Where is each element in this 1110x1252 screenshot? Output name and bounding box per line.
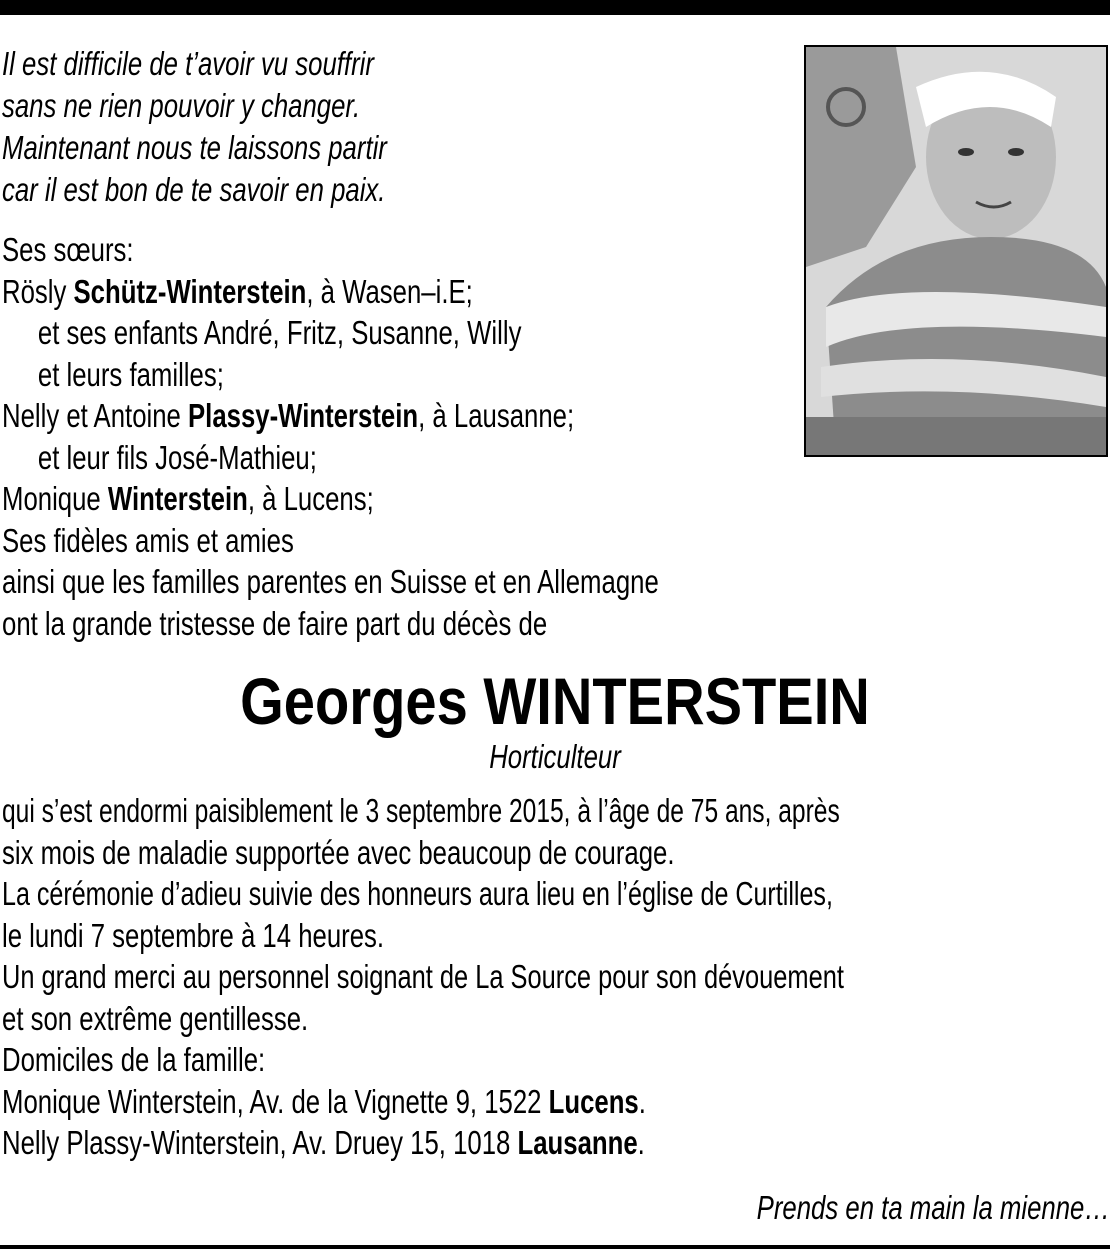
poem-line: sans ne rien pouvoir y changer. <box>2 87 361 124</box>
portrait-photo <box>804 45 1108 457</box>
text: , à Wasen–i.E; <box>306 273 473 310</box>
text: . <box>638 1083 646 1120</box>
text: , à Lausanne; <box>418 397 575 434</box>
top-rule <box>0 0 1110 15</box>
body-line: Un grand merci au personnel soignant de La Source pour son dévouement <box>2 958 844 995</box>
body-line: Domiciles de la famille: <box>2 1041 266 1078</box>
family-line: Ses fidèles amis et amies <box>2 522 294 559</box>
poem-line: Il est difficile de t’avoir vu souffrir <box>2 45 374 82</box>
family-line: ainsi que les familles parentes en Suisse et en Allemagne <box>2 563 659 600</box>
body-line: La cérémonie d’adieu suivie des honneurs aura lieu en l’église de Curtilles, <box>2 875 833 912</box>
poem-line: Maintenant nous te laissons partir <box>2 129 387 166</box>
family-line: et leur fils José-Mathieu; <box>37 439 317 476</box>
text: Rösly <box>2 273 74 310</box>
closing-line: Prends en ta main la mienne… <box>756 1189 1110 1226</box>
family-line <box>2 396 574 436</box>
city: Lucens <box>548 1083 639 1120</box>
surname: Winterstein <box>107 480 248 517</box>
body-line: qui s’est endormi paisiblement le 3 septembre 2015, à l’âge de 75 ans, après <box>2 792 840 829</box>
body-line: le lundi 7 septembre à 14 heures. <box>2 917 385 954</box>
surname: Schütz-Winterstein <box>73 273 307 310</box>
body-line: et son extrême gentillesse. <box>2 1000 309 1037</box>
family-heading: Ses sœurs: <box>2 231 134 268</box>
body-line: six mois de maladie supportée avec beaucoup de courage. <box>2 834 675 871</box>
text: Nelly et Antoine <box>2 397 189 434</box>
text: . <box>637 1124 645 1161</box>
family-line <box>2 479 374 519</box>
address-line <box>2 1123 645 1163</box>
deceased-name: Georges WINTERSTEIN <box>240 664 870 738</box>
deceased-profession: Horticulteur <box>489 738 621 775</box>
text: , à Lucens; <box>247 480 374 517</box>
text: Monique <box>2 480 108 517</box>
bottom-rule <box>0 1245 1110 1249</box>
family-line: ont la grande tristesse de faire part du décès de <box>2 605 548 642</box>
surname: Plassy-Winterstein <box>188 397 419 434</box>
family-line <box>2 272 473 312</box>
poem-line: car il est bon de te savoir en paix. <box>2 171 386 208</box>
city: Lausanne <box>517 1124 638 1161</box>
family-line: et ses enfants André, Fritz, Susanne, Willy <box>37 314 522 351</box>
family-line: et leurs familles; <box>37 356 224 393</box>
address-line <box>2 1082 646 1122</box>
portrait-image <box>806 47 1106 455</box>
text: Nelly Plassy-Winterstein, Av. Druey 15, 1018 <box>2 1124 518 1161</box>
text: Monique Winterstein, Av. de la Vignette 9, 1522 <box>2 1083 549 1120</box>
